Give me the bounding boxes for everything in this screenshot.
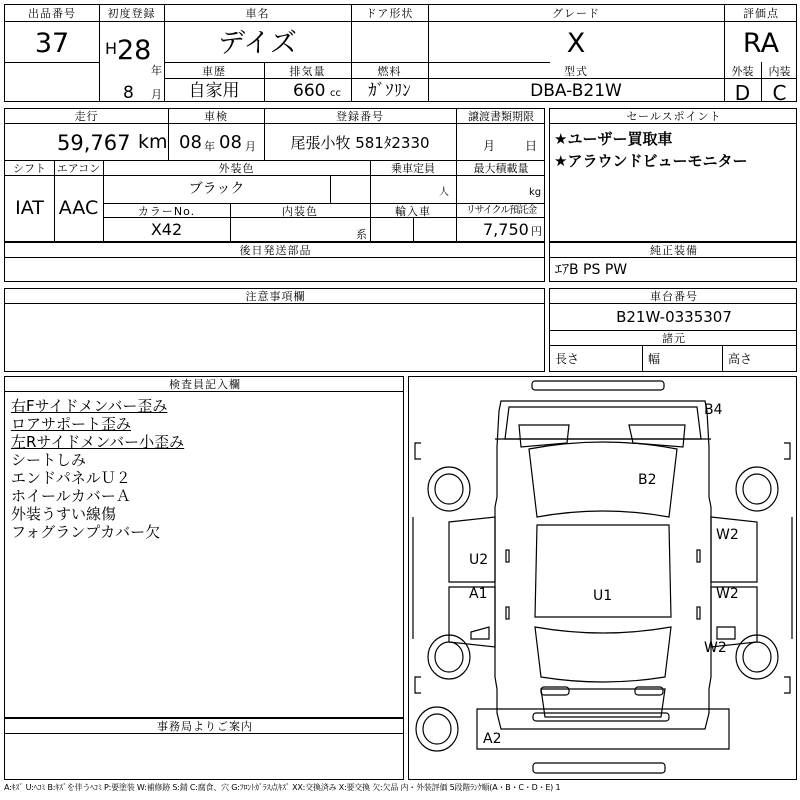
mileage-unit: km	[138, 131, 168, 153]
shift: IAT	[15, 197, 44, 219]
car-name: デイズ	[218, 28, 297, 59]
displacement-label: 排気量	[289, 65, 326, 78]
notes-label: 注意事項欄	[245, 290, 306, 303]
damage-legend: A:ｷｽﾞ U:ﾍｺﾐ B:ｷｽﾞを伴うﾍｺﾐ P:要塗装 W:補修跡 S:錆 C:腐食、穴 G:ﾌﾛﾝﾄｶﾞﾗｽ点ｷｽﾞ XX:交換済み X:要交換 欠:欠品 内・外装評価 5段階ﾗﾝｸ順(A・B・C・D・E) 1	[4, 783, 561, 792]
capacity-unit: 人	[439, 187, 449, 198]
notes-block	[4, 288, 545, 372]
inspector-block	[4, 376, 404, 718]
month-unit: 月	[151, 88, 162, 101]
length-label: 長さ	[555, 352, 580, 366]
recycle-label: リサイクル預託金	[465, 205, 537, 216]
inspector-note-line: ロアサポート歪み	[11, 415, 132, 433]
capacity-label: 乗車定員	[391, 162, 435, 175]
lot-number: 37	[34, 28, 70, 59]
height-label: 高さ	[728, 352, 753, 366]
sales-point-block	[549, 108, 797, 242]
exterior-color-label: 外装色	[218, 162, 255, 175]
dimensions-label: 諸元	[662, 332, 686, 345]
damage-mark-b4: B4	[704, 402, 723, 418]
later-parts-label: 後日発送部品	[239, 244, 312, 257]
color-number: X42	[150, 220, 183, 239]
ac-label: エアコン	[56, 162, 101, 175]
mileage: 59,767	[57, 131, 131, 155]
equipment-block	[549, 242, 797, 282]
max-load-label: 最大積載量	[473, 162, 529, 175]
fuel-label: 燃料	[377, 65, 402, 78]
vehicle-info-block	[4, 108, 545, 242]
score-label: 評価点	[743, 7, 779, 20]
inspection-month: 08	[219, 132, 242, 153]
inspector-note-line: フォグランプカバー欠	[11, 523, 161, 541]
damage-mark-a1: A1	[469, 586, 488, 602]
transfer-day-unit: 日	[525, 139, 538, 153]
header-block	[4, 4, 797, 105]
grade: X	[566, 28, 586, 59]
inspector-note-line: ホイールカバーＡ	[11, 487, 131, 505]
history: 自家用	[188, 81, 240, 101]
import-label: 輸入車	[395, 205, 431, 218]
chassis-block	[549, 288, 797, 372]
inspector-note-line: シートしみ	[11, 451, 87, 469]
door-type-label: ドア形状	[365, 7, 414, 20]
shift-label: シフト	[13, 162, 46, 175]
exterior-grade: D	[734, 81, 751, 105]
car-body-diagram	[409, 377, 796, 779]
era-mark: H	[105, 39, 118, 58]
plate-label: 登録番号	[336, 110, 384, 123]
inspection-year: 08	[179, 132, 202, 153]
interior-color-unit: 系	[356, 228, 367, 241]
mileage-label: 走行	[74, 110, 99, 123]
later-parts-block	[4, 242, 545, 282]
inspector-label: 検査員記入欄	[169, 378, 241, 391]
recycle-unit: 円	[531, 225, 542, 238]
damage-mark-w2-right-wheel: W2	[704, 640, 727, 656]
damage-mark-u2: U2	[469, 552, 489, 568]
color-number-label: カラーNo.	[137, 205, 196, 218]
inspection-label: 車検	[204, 110, 228, 123]
plate-number: 尾張小牧 581ﾀ2330	[290, 134, 430, 152]
inspection-year-unit: 年	[204, 140, 215, 153]
car-name-label: 車名	[245, 7, 270, 20]
sales-point-1: ★ユーザー買取車	[554, 130, 673, 148]
inspection-month-unit: 月	[245, 140, 256, 153]
chassis-number: B21W-0335307	[616, 308, 732, 326]
registration-year: 28	[117, 35, 152, 66]
grade-label: グレード	[552, 7, 600, 20]
inspector-note-line: 左Rサイドメンバー小歪み	[11, 433, 185, 451]
inspector-note-line: エンドパネルＵ２	[11, 469, 131, 487]
model: DBA-B21W	[530, 81, 622, 101]
damage-mark-w2-right-front: W2	[716, 586, 739, 602]
registration-month: 8	[123, 83, 134, 103]
fuel: ｶﾞｿﾘﾝ	[368, 81, 411, 101]
interior-grade: C	[772, 81, 787, 105]
sales-point-2: ★アラウンドビューモニター	[554, 152, 748, 170]
width-label: 幅	[648, 352, 661, 366]
chassis-label: 車台番号	[650, 290, 698, 303]
interior-label: 内装	[768, 65, 791, 78]
transfer-deadline-label: 譲渡書類期限	[468, 110, 534, 123]
car-diagram-block	[408, 376, 797, 780]
displacement: 660	[293, 81, 326, 101]
year-unit: 年	[151, 64, 162, 77]
recycle-fee: 7,750	[483, 220, 529, 239]
exterior-label: 外装	[731, 65, 754, 78]
sales-point-label: セールスポイント	[626, 110, 722, 123]
damage-mark-b2: B2	[638, 472, 657, 488]
inspector-note-line: 外装うすい線傷	[11, 505, 117, 523]
lot-number-label: 出品番号	[28, 7, 76, 20]
equipment-value: ｴｱB PS PW	[555, 262, 628, 278]
score: RA	[742, 28, 780, 59]
transfer-month-unit: 月	[483, 139, 496, 153]
interior-color-label: 内装色	[282, 205, 318, 218]
model-label: 型式	[564, 65, 588, 78]
displacement-unit: cc	[330, 88, 341, 99]
damage-mark-a2: A2	[483, 731, 502, 747]
equipment-label: 純正装備	[650, 244, 698, 257]
office-notice-label: 事務局よりご案内	[157, 720, 253, 733]
inspector-note-line: 右Fサイドメンバー歪み	[11, 397, 168, 415]
max-load-unit: kg	[529, 187, 542, 198]
history-label: 車歴	[202, 65, 226, 78]
ac: AAC	[58, 197, 99, 219]
inspector-notes	[11, 397, 184, 541]
first-registration-label: 初度登録	[107, 7, 156, 20]
exterior-color: ブラック	[188, 181, 245, 197]
damage-mark-u1: U1	[593, 588, 613, 604]
damage-mark-w2-right-rear: W2	[716, 527, 739, 543]
office-block	[4, 718, 404, 780]
